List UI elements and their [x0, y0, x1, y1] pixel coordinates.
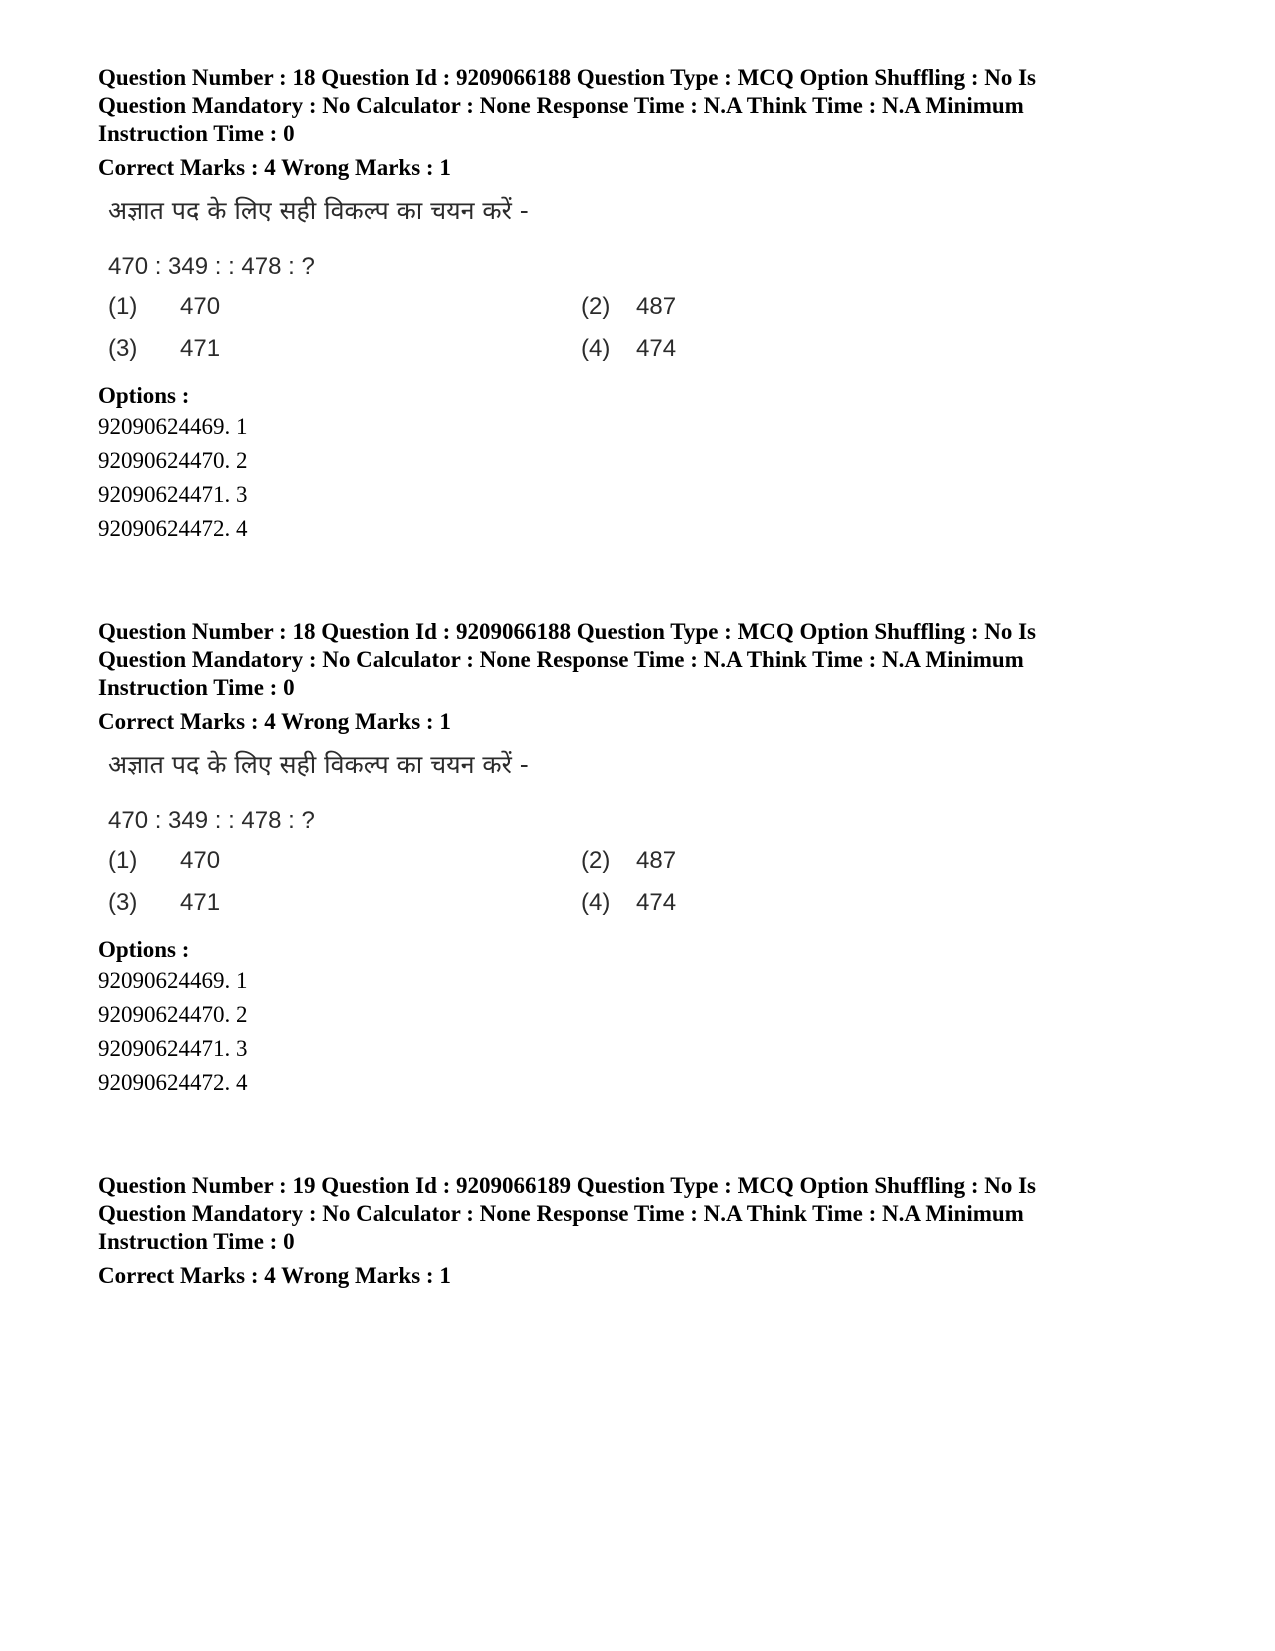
option-item: 92090624469. 1 — [98, 968, 248, 993]
question-image — [98, 736, 718, 926]
choice-number: (2) — [581, 293, 611, 320]
choice-value: 487 — [636, 847, 677, 874]
choice-number: (2) — [581, 847, 611, 874]
meta-line: Instruction Time : 0 — [98, 675, 295, 700]
question-instruction: अज्ञात पद के लिए सही विकल्प का चयन करें - — [108, 750, 529, 779]
choice-1 — [108, 292, 220, 322]
choice-1 — [108, 846, 220, 876]
meta-line: Instruction Time : 0 — [98, 1229, 295, 1254]
marks-line: Correct Marks : 4 Wrong Marks : 1 — [98, 1263, 451, 1288]
choice-3 — [108, 334, 220, 364]
choice-2 — [581, 846, 676, 876]
choice-number: (3) — [108, 889, 138, 916]
choice-4 — [581, 888, 676, 918]
option-item: 92090624469. 1 — [98, 414, 248, 439]
choice-number: (1) — [108, 293, 138, 320]
meta-line: Question Mandatory : No Calculator : None Response Time : N.A Think Time : N.A Minimum — [98, 93, 1024, 118]
question-image — [98, 182, 718, 372]
meta-line: Instruction Time : 0 — [98, 121, 295, 146]
question-meta — [98, 64, 1178, 148]
option-item: 92090624471. 3 — [98, 482, 248, 507]
choice-value: 474 — [636, 889, 677, 916]
options-label: Options : — [98, 937, 190, 962]
option-item: 92090624471. 3 — [98, 1036, 248, 1061]
options-label: Options : — [98, 383, 190, 408]
choice-2 — [581, 292, 676, 322]
option-item: 92090624470. 2 — [98, 448, 248, 473]
choice-3 — [108, 888, 220, 918]
option-item: 92090624472. 4 — [98, 516, 248, 541]
choice-value: 470 — [180, 847, 221, 874]
meta-line: Question Mandatory : No Calculator : None Response Time : N.A Think Time : N.A Minimum — [98, 1201, 1024, 1226]
choice-value: 487 — [636, 293, 677, 320]
choice-value: 470 — [180, 293, 221, 320]
choice-number: (3) — [108, 335, 138, 362]
choice-number: (4) — [581, 889, 611, 916]
marks-line: Correct Marks : 4 Wrong Marks : 1 — [98, 709, 451, 734]
meta-line: Question Number : 18 Question Id : 9209066188 Question Type : MCQ Option Shuffling : No Is — [98, 619, 1037, 644]
question-block-2 — [98, 618, 1178, 1100]
question-block-3 — [98, 1172, 1178, 1290]
meta-line: Question Number : 19 Question Id : 9209066189 Question Type : MCQ Option Shuffling : No Is — [98, 1173, 1037, 1198]
choice-value: 471 — [180, 335, 221, 362]
option-item: 92090624470. 2 — [98, 1002, 248, 1027]
option-item: 92090624472. 4 — [98, 1070, 248, 1095]
question-ratio: 470 : 349 : : 478 : ? — [108, 807, 315, 834]
choice-value: 471 — [180, 889, 221, 916]
choice-value: 474 — [636, 335, 677, 362]
choice-number: (1) — [108, 847, 138, 874]
meta-line: Question Number : 18 Question Id : 9209066188 Question Type : MCQ Option Shuffling : No Is — [98, 65, 1037, 90]
marks-line: Correct Marks : 4 Wrong Marks : 1 — [98, 155, 451, 180]
choice-number: (4) — [581, 335, 611, 362]
question-block-1 — [98, 64, 1178, 546]
question-meta — [98, 618, 1178, 702]
question-ratio: 470 : 349 : : 478 : ? — [108, 253, 315, 280]
meta-line: Question Mandatory : No Calculator : None Response Time : N.A Think Time : N.A Minimum — [98, 647, 1024, 672]
choice-4 — [581, 334, 676, 364]
question-instruction: अज्ञात पद के लिए सही विकल्प का चयन करें - — [108, 196, 529, 225]
question-meta — [98, 1172, 1178, 1256]
